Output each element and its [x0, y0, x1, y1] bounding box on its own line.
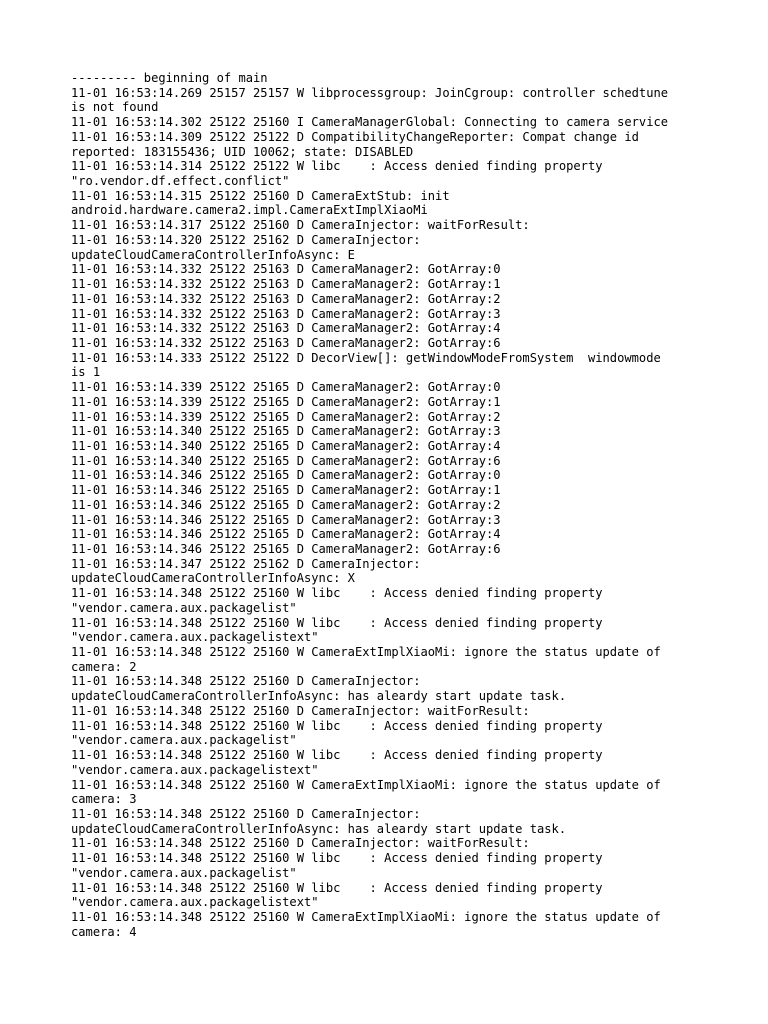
log-line: 11-01 16:53:14.348 25122 25160 W libc : Access denied finding property — [71, 586, 603, 601]
log-line: camera: 3 — [71, 792, 137, 807]
log-line: 11-01 16:53:14.320 25122 25162 D CameraInjector: — [71, 232, 421, 247]
log-line: updateCloudCameraControllerInfoAsync: E — [71, 247, 355, 262]
log-line: "vendor.camera.aux.packagelistext" — [71, 630, 319, 645]
log-line: 11-01 16:53:14.346 25122 25165 D CameraManager2: GotArray:0 — [71, 468, 501, 483]
log-line: updateCloudCameraControllerInfoAsync: has aleardy start update task. — [71, 689, 567, 704]
log-line: 11-01 16:53:14.348 25122 25160 W CameraExtImplXiaoMi: ignore the status update of — [71, 909, 661, 924]
log-line: 11-01 16:53:14.348 25122 25160 D CameraInjector: waitForResult: — [71, 703, 530, 718]
log-line: updateCloudCameraControllerInfoAsync: has aleardy start update task. — [71, 821, 567, 836]
log-line: 11-01 16:53:14.348 25122 25160 W libc : Access denied finding property — [71, 615, 603, 630]
log-line: 11-01 16:53:14.346 25122 25165 D CameraManager2: GotArray:1 — [71, 483, 501, 498]
log-line: 11-01 16:53:14.340 25122 25165 D CameraManager2: GotArray:6 — [71, 453, 501, 468]
log-line: 11-01 16:53:14.348 25122 25160 W libc : Access denied finding property — [71, 718, 603, 733]
log-header-line: --------- beginning of main — [71, 71, 268, 85]
log-line: 11-01 16:53:14.309 25122 25122 D CompatibilityChangeReporter: Compat change id — [71, 129, 639, 144]
log-line: "vendor.camera.aux.packagelist" — [71, 865, 297, 880]
log-line: 11-01 16:53:14.332 25122 25163 D CameraManager2: GotArray:0 — [71, 262, 501, 277]
log-line: 11-01 16:53:14.317 25122 25160 D CameraInjector: waitForResult: — [71, 218, 530, 233]
log-line: 11-01 16:53:14.348 25122 25160 W CameraExtImplXiaoMi: ignore the status update of — [71, 777, 661, 792]
log-line: 11-01 16:53:14.332 25122 25163 D CameraManager2: GotArray:3 — [71, 306, 501, 321]
log-line: "vendor.camera.aux.packagelistext" — [71, 762, 319, 777]
log-line: 11-01 16:53:14.333 25122 25122 D DecorView[]: getWindowModeFromSystem windowmode — [71, 350, 661, 365]
log-line: 11-01 16:53:14.332 25122 25163 D CameraManager2: GotArray:1 — [71, 277, 501, 292]
log-line: 11-01 16:53:14.346 25122 25165 D CameraManager2: GotArray:4 — [71, 527, 501, 542]
log-line: 11-01 16:53:14.339 25122 25165 D CameraManager2: GotArray:0 — [71, 380, 501, 395]
log-line: "ro.vendor.df.effect.conflict" — [71, 174, 290, 189]
log-line: 11-01 16:53:14.302 25122 25160 I CameraManagerGlobal: Connecting to camera service — [71, 115, 669, 130]
log-line: 11-01 16:53:14.346 25122 25165 D CameraManager2: GotArray:2 — [71, 497, 501, 512]
log-line: android.hardware.camera2.impl.CameraExtImplXiaoMi — [71, 203, 428, 218]
log-line: 11-01 16:53:14.340 25122 25165 D CameraManager2: GotArray:3 — [71, 424, 501, 439]
log-line: 11-01 16:53:14.348 25122 25160 W libc : Access denied finding property — [71, 880, 603, 895]
log-line: reported: 183155436; UID 10062; state: DISABLED — [71, 144, 414, 159]
log-line: 11-01 16:53:14.339 25122 25165 D CameraManager2: GotArray:2 — [71, 409, 501, 424]
log-line: camera: 2 — [71, 659, 137, 674]
log-line: 11-01 16:53:14.332 25122 25163 D CameraManager2: GotArray:4 — [71, 321, 501, 336]
log-line: "vendor.camera.aux.packagelist" — [71, 733, 297, 748]
log-line: 11-01 16:53:14.348 25122 25160 W CameraExtImplXiaoMi: ignore the status update of — [71, 645, 661, 660]
log-line: 11-01 16:53:14.348 25122 25160 D CameraInjector: — [71, 806, 421, 821]
log-line: 11-01 16:53:14.269 25157 25157 W libprocessgroup: JoinCgroup: controller schedtune — [71, 85, 669, 100]
log-line: 11-01 16:53:14.340 25122 25165 D CameraManager2: GotArray:4 — [71, 438, 501, 453]
log-line: "vendor.camera.aux.packagelistext" — [71, 895, 319, 910]
log-line: "vendor.camera.aux.packagelist" — [71, 600, 297, 615]
log-line: 11-01 16:53:14.332 25122 25163 D CameraManager2: GotArray:6 — [71, 335, 501, 350]
log-line: 11-01 16:53:14.315 25122 25160 D CameraExtStub: init — [71, 188, 450, 203]
log-line: camera: 4 — [71, 924, 137, 939]
log-line: 11-01 16:53:14.346 25122 25165 D CameraManager2: GotArray:6 — [71, 542, 501, 556]
log-text-block — [71, 71, 701, 939]
log-line: updateCloudCameraControllerInfoAsync: X — [71, 571, 355, 586]
log-line: 11-01 16:53:14.346 25122 25165 D CameraManager2: GotArray:3 — [71, 512, 501, 527]
log-line: 11-01 16:53:14.348 25122 25160 W libc : Access denied finding property — [71, 851, 603, 866]
log-line: is 1 — [71, 365, 101, 380]
log-line: 11-01 16:53:14.347 25122 25162 D CameraInjector: — [71, 556, 421, 571]
log-line: 11-01 16:53:14.339 25122 25165 D CameraManager2: GotArray:1 — [71, 394, 501, 409]
log-line: 11-01 16:53:14.332 25122 25163 D CameraManager2: GotArray:2 — [71, 291, 501, 306]
log-line: 11-01 16:53:14.348 25122 25160 W libc : Access denied finding property — [71, 748, 603, 763]
log-line: is not found — [71, 100, 159, 115]
log-line: 11-01 16:53:14.314 25122 25122 W libc : Access denied finding property — [71, 159, 603, 174]
log-line: 11-01 16:53:14.348 25122 25160 D CameraInjector: — [71, 674, 421, 689]
log-line: 11-01 16:53:14.348 25122 25160 D CameraInjector: waitForResult: — [71, 836, 530, 851]
